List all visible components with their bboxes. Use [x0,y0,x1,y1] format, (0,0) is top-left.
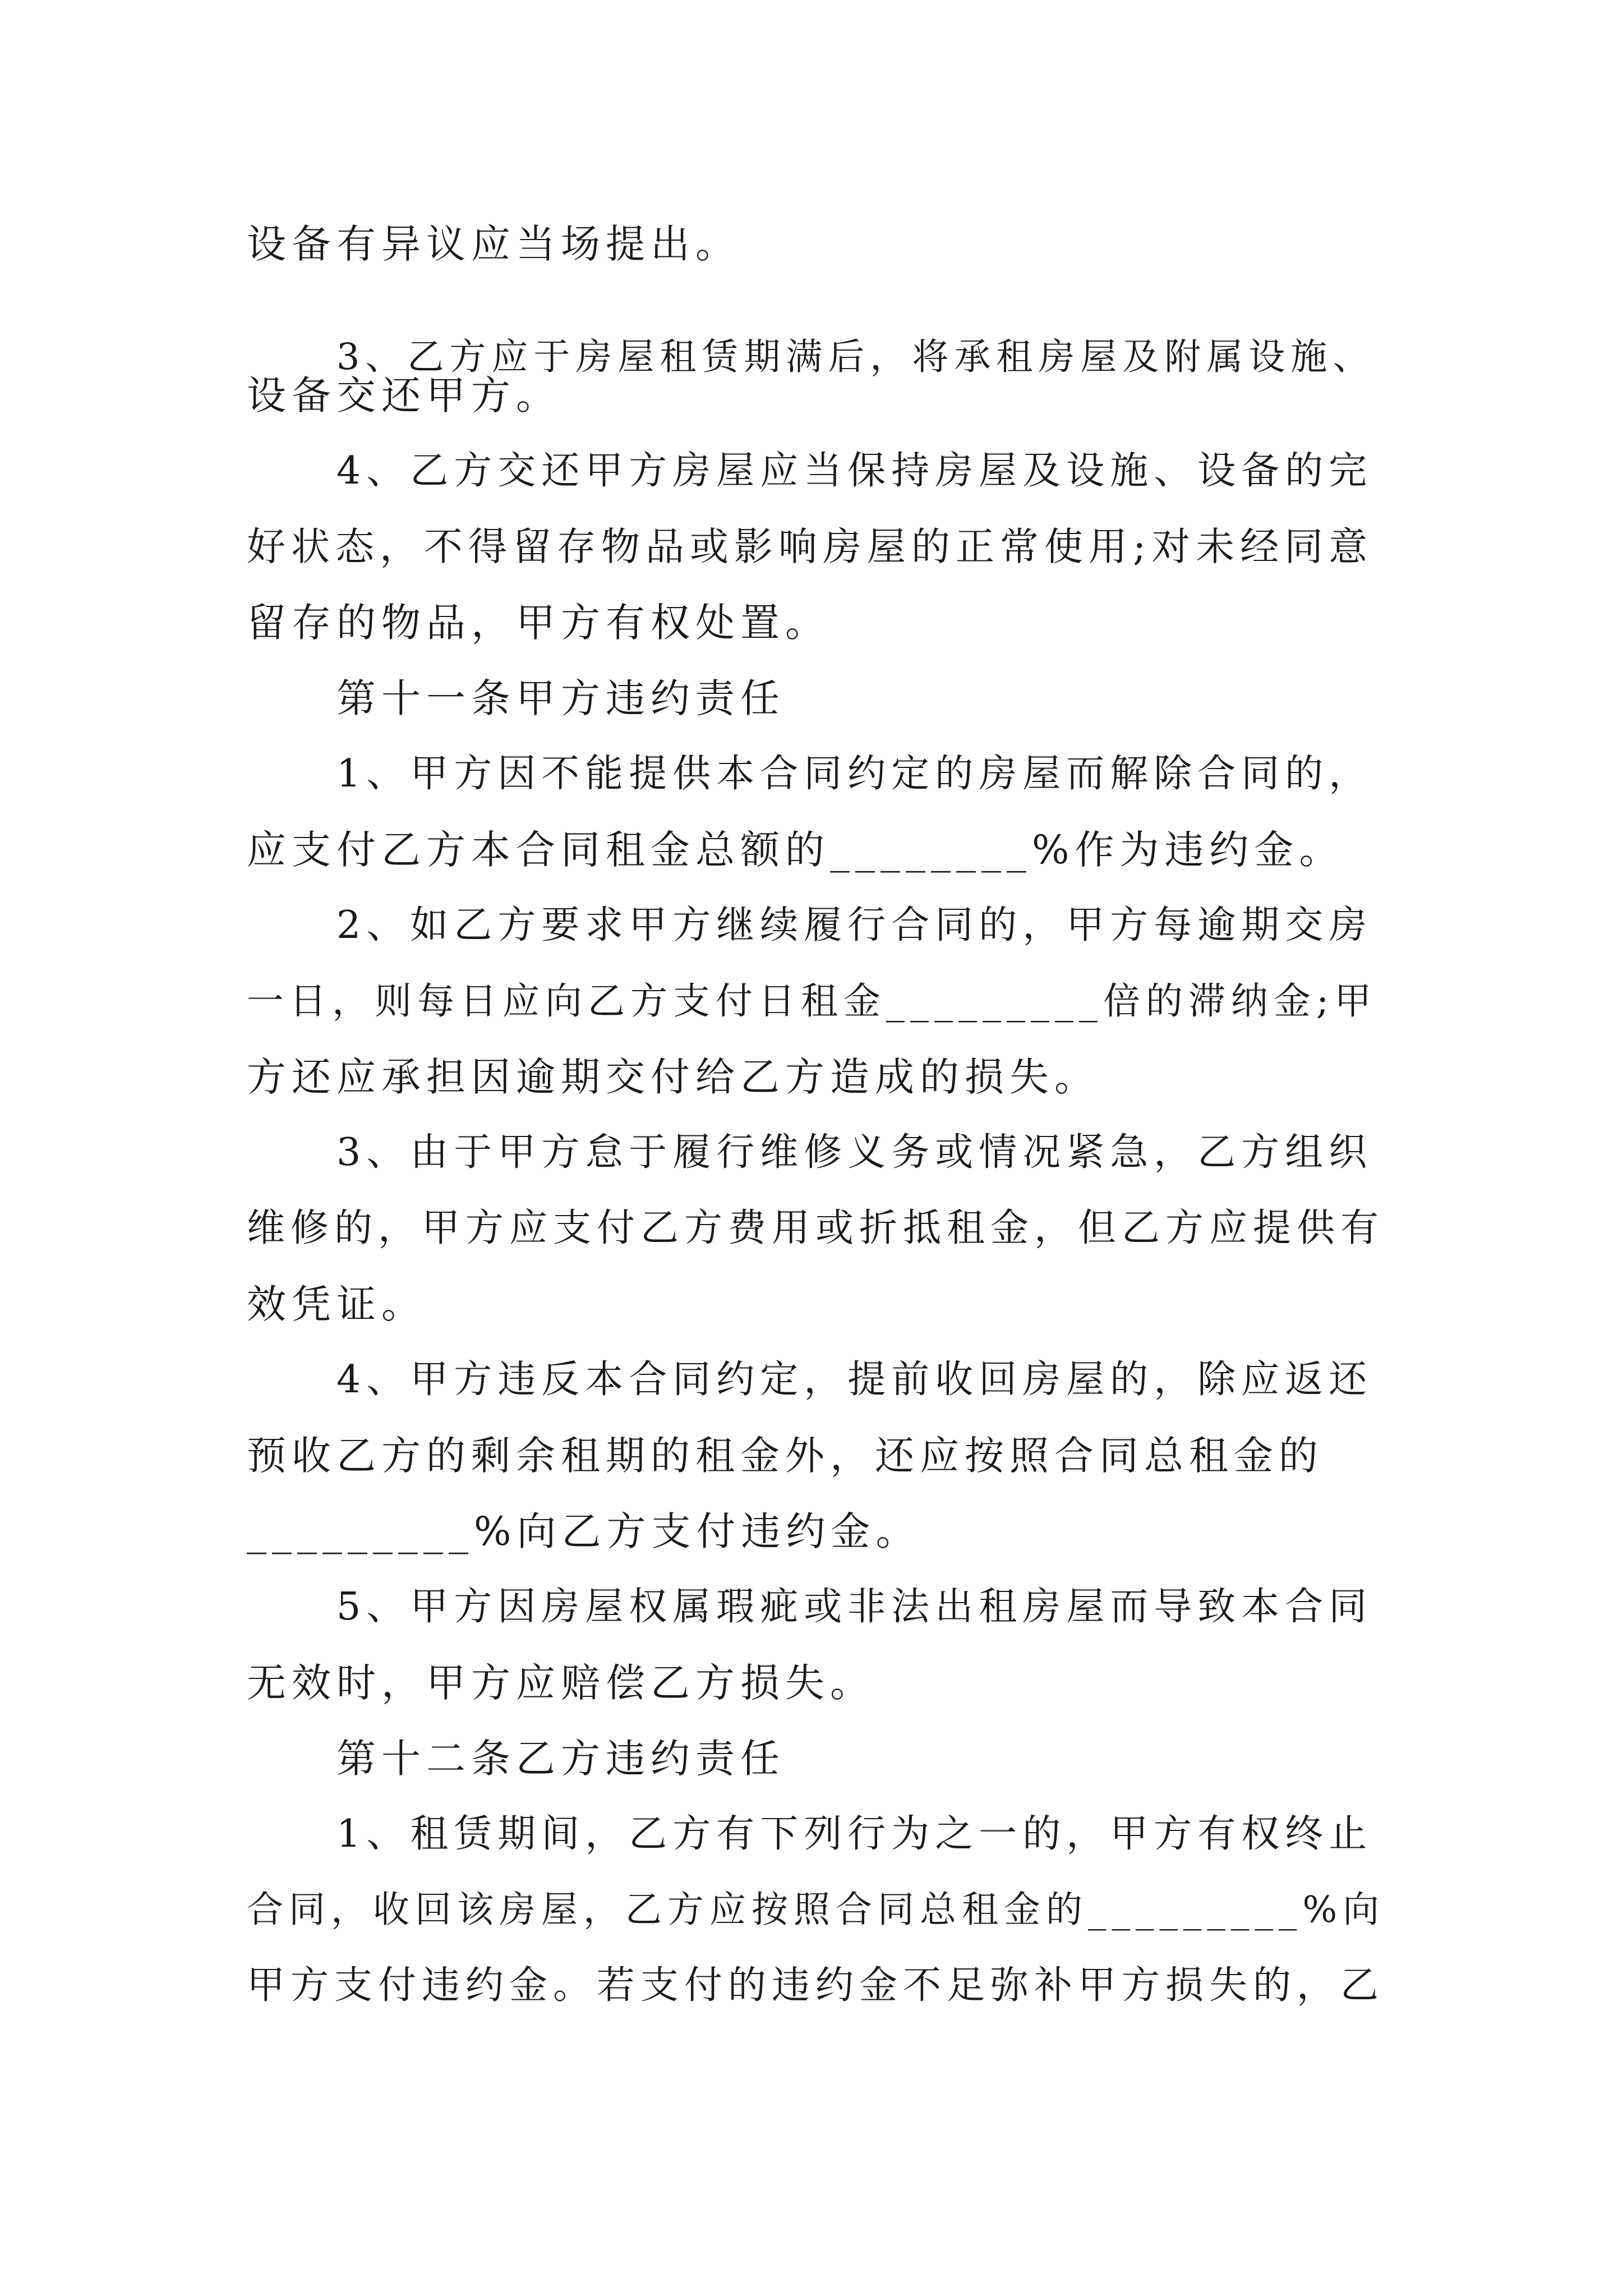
text-line: _________%向乙方支付违约金。 [247,1508,921,1554]
text-line: 1、租赁期间，乙方有下列行为之一的，甲方有权终止 [336,1812,1373,1856]
text-line: 5、甲方因房屋权属瑕疵或非法出租房屋而导致本合同 [336,1585,1373,1629]
text-line: 方还应承担因逾期交付给乙方造成的损失。 [247,1054,1099,1100]
text-line: 2、如乙方要求甲方继续履行合同的，甲方每逾期交房 [336,903,1373,947]
text-line: 甲方支付违约金。若支付的违约金不足弥补甲方损失的，乙 [247,1963,1385,2008]
text-line: 设备交还甲方。 [247,372,561,418]
text-line: 4、乙方交还甲方房屋应当保持房屋及设施、设备的完 [336,449,1373,493]
text-line: 应支付乙方本合同租金总额的________%作为违约金。 [247,827,1344,873]
text-line: 设备有异议应当场提出。 [247,221,740,267]
text-line: 一日，则每日应向乙方支付日租金_________倍的滞纳金;甲 [247,979,1377,1023]
text-line: 1、甲方因不能提供本合同约定的房屋而解除合同的， [336,752,1373,796]
text-line: 无效时，甲方应赔偿乙方损失。 [247,1660,875,1706]
text-line: 合同，收回该房屋，乙方应按照合同总租金的_________%向 [247,1889,1385,1931]
text-line: 3、由于甲方怠于履行维修义务或情况紧急，乙方组织 [336,1130,1373,1175]
text-line: 3、乙方应于房屋租赁期满后，将承租房屋及附属设施、 [336,336,1375,378]
text-line: 效凭证。 [247,1281,426,1327]
section-heading: 第十一条甲方违约责任 [336,675,785,721]
text-line: 好状态，不得留存物品或影响房屋的正常使用;对未经同意 [247,524,1373,569]
text-line: 维修的，甲方应支付乙方费用或折抵租金，但乙方应提供有 [247,1206,1385,1250]
text-line: 留存的物品，甲方有权处置。 [247,600,830,646]
text-line: 预收乙方的剩余租期的租金外，还应按照合同总租金的 [247,1433,1324,1479]
section-heading: 第十二条乙方违约责任 [336,1736,785,1782]
text-line: 4、甲方违反本合同约定，提前收回房屋的，除应返还 [336,1358,1373,1402]
